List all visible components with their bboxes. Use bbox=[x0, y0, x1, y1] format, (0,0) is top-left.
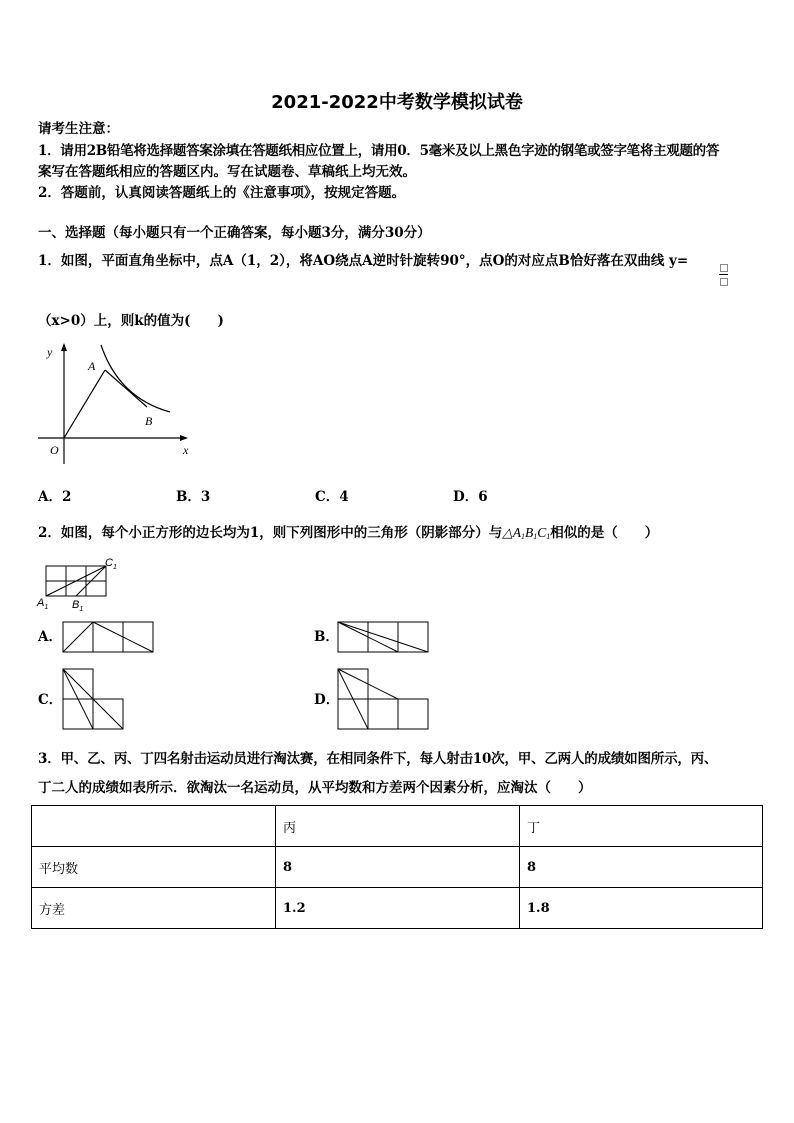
notice-item2: 2．答题前，认真阅读答题纸上的《注意事项》，按规定答题。 bbox=[38, 185, 406, 201]
table-cell: 8 bbox=[276, 847, 520, 888]
fig2-label-b1: $B_1$ bbox=[72, 599, 84, 613]
fig1-label-a: A bbox=[88, 359, 96, 373]
notice-heading: 请考生注意： bbox=[38, 121, 119, 137]
q1-stem-line1: 1．如图，平面直角坐标中，点A（1，2），将AO绕点A逆时针旋转90°，点O的对应点B恰好落在双曲线 y= bbox=[38, 253, 689, 269]
q1-option-a: A．2 bbox=[38, 489, 72, 505]
table-cell: 1.8 bbox=[520, 888, 763, 929]
fig2-label-a1: $A_1$ bbox=[37, 597, 49, 611]
notice-item1-line2: 案写在答题纸相应的答题区内。写在试题卷、草稿纸上均无效。 bbox=[38, 164, 416, 180]
table-header-cell: 丁 bbox=[520, 806, 763, 847]
q2-triangle-name: $\triangle A_1B_1C_1$ bbox=[502, 525, 551, 541]
table-header-cell bbox=[32, 806, 276, 847]
fig1-label-y: y bbox=[47, 345, 53, 359]
q2-reference-figure bbox=[34, 554, 126, 616]
fig1-label-x: x bbox=[183, 443, 189, 457]
q1-hyperbola-figure bbox=[34, 340, 204, 465]
table-header-row bbox=[32, 806, 763, 847]
q2-option-c-label: C． bbox=[38, 692, 63, 708]
fig1-label-o: O bbox=[50, 443, 59, 457]
q3-score-table bbox=[31, 805, 763, 929]
q2-option-b-figure bbox=[337, 620, 431, 654]
table-row bbox=[32, 888, 763, 929]
table-cell: 1.2 bbox=[276, 888, 520, 929]
q1-option-c: C．4 bbox=[315, 489, 349, 505]
table-cell: 方差 bbox=[32, 888, 276, 929]
fig1-label-b: B bbox=[145, 414, 153, 428]
q2-option-a-label: A． bbox=[38, 629, 62, 645]
q2-stem bbox=[38, 522, 658, 548]
q2-option-d-figure bbox=[337, 667, 431, 731]
q1-option-b: B．3 bbox=[176, 489, 211, 505]
q1-stem-line2: （x>0）上，则k的值为( ) bbox=[38, 313, 224, 329]
section-heading: 一、选择题（每小题只有一个正确答案，每小题3分，满分30分） bbox=[38, 225, 431, 241]
q2-option-d-label: D． bbox=[314, 692, 340, 708]
q2-stem-pre: 2．如图，每个小正方形的边长均为1，则下列图形中的三角形（阴影部分）与 bbox=[38, 525, 503, 541]
table-cell: 8 bbox=[520, 847, 763, 888]
q1-option-d: D．6 bbox=[453, 489, 488, 505]
q3-stem-line2: 丁二人的成绩如表所示．欲淘汰一名运动员，从平均数和方差两个因素分析，应淘汰（ ） bbox=[38, 780, 592, 796]
table-header-cell: 丙 bbox=[276, 806, 520, 847]
q2-stem-post: 相似的是（ ） bbox=[550, 525, 659, 541]
table-row bbox=[32, 847, 763, 888]
page-title: 2021-2022中考数学模拟试卷 bbox=[271, 92, 523, 113]
q2-option-a-figure bbox=[62, 620, 156, 654]
q2-option-b-label: B． bbox=[314, 629, 339, 645]
fig2-label-c1: $C_1$ bbox=[105, 557, 117, 571]
table-cell: 平均数 bbox=[32, 847, 276, 888]
fraction-k-over-x bbox=[719, 262, 729, 288]
notice-item1-line1: 1．请用2B铅笔将选择题答案涂填在答题纸相应位置上，请用0．5毫米及以上黑色字迹的钢笔或签字笔将主观题的答 bbox=[38, 143, 720, 159]
q3-stem-line1: 3．甲、乙、丙、丁四名射击运动员进行淘汰赛，在相同条件下，每人射击10次，甲、乙两人的成绩如图所示，丙、 bbox=[38, 751, 718, 767]
q2-option-c-figure bbox=[62, 667, 126, 731]
